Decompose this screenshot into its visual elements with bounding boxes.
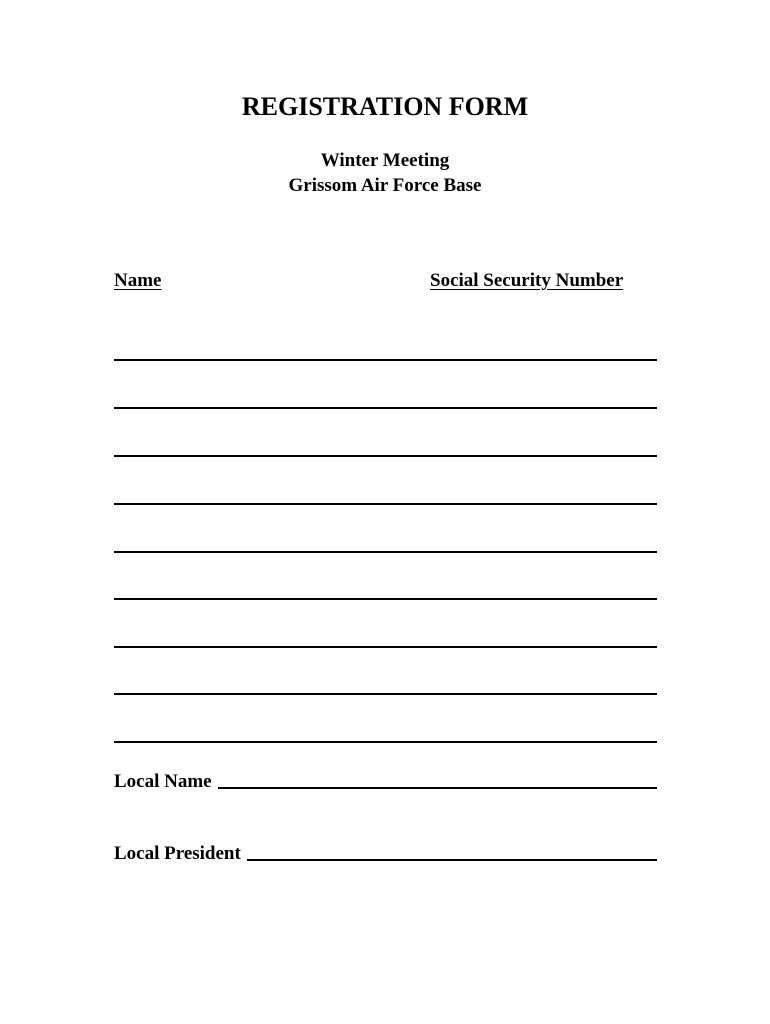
name-column-header: Name [114, 270, 162, 291]
meeting-name: Winter Meeting [320, 150, 450, 171]
entry-line[interactable] [114, 359, 657, 361]
ssn-column-header: Social Security Number [430, 270, 624, 291]
entry-line[interactable] [114, 741, 657, 743]
local-president-row [114, 840, 657, 864]
local-name-row [114, 768, 657, 792]
entry-line[interactable] [114, 551, 657, 553]
local-name-field[interactable] [218, 787, 657, 789]
local-president-field[interactable] [247, 859, 657, 861]
entry-line[interactable] [114, 693, 657, 695]
entry-line[interactable] [114, 598, 657, 600]
local-president-label: Local President [114, 843, 241, 864]
entry-line[interactable] [114, 407, 657, 409]
form-title: REGISTRATION FORM [241, 92, 529, 121]
meeting-location: Grissom Air Force Base [288, 175, 482, 196]
local-name-label: Local Name [114, 771, 212, 792]
entry-line[interactable] [114, 503, 657, 505]
entry-line[interactable] [114, 455, 657, 457]
entry-line[interactable] [114, 646, 657, 648]
